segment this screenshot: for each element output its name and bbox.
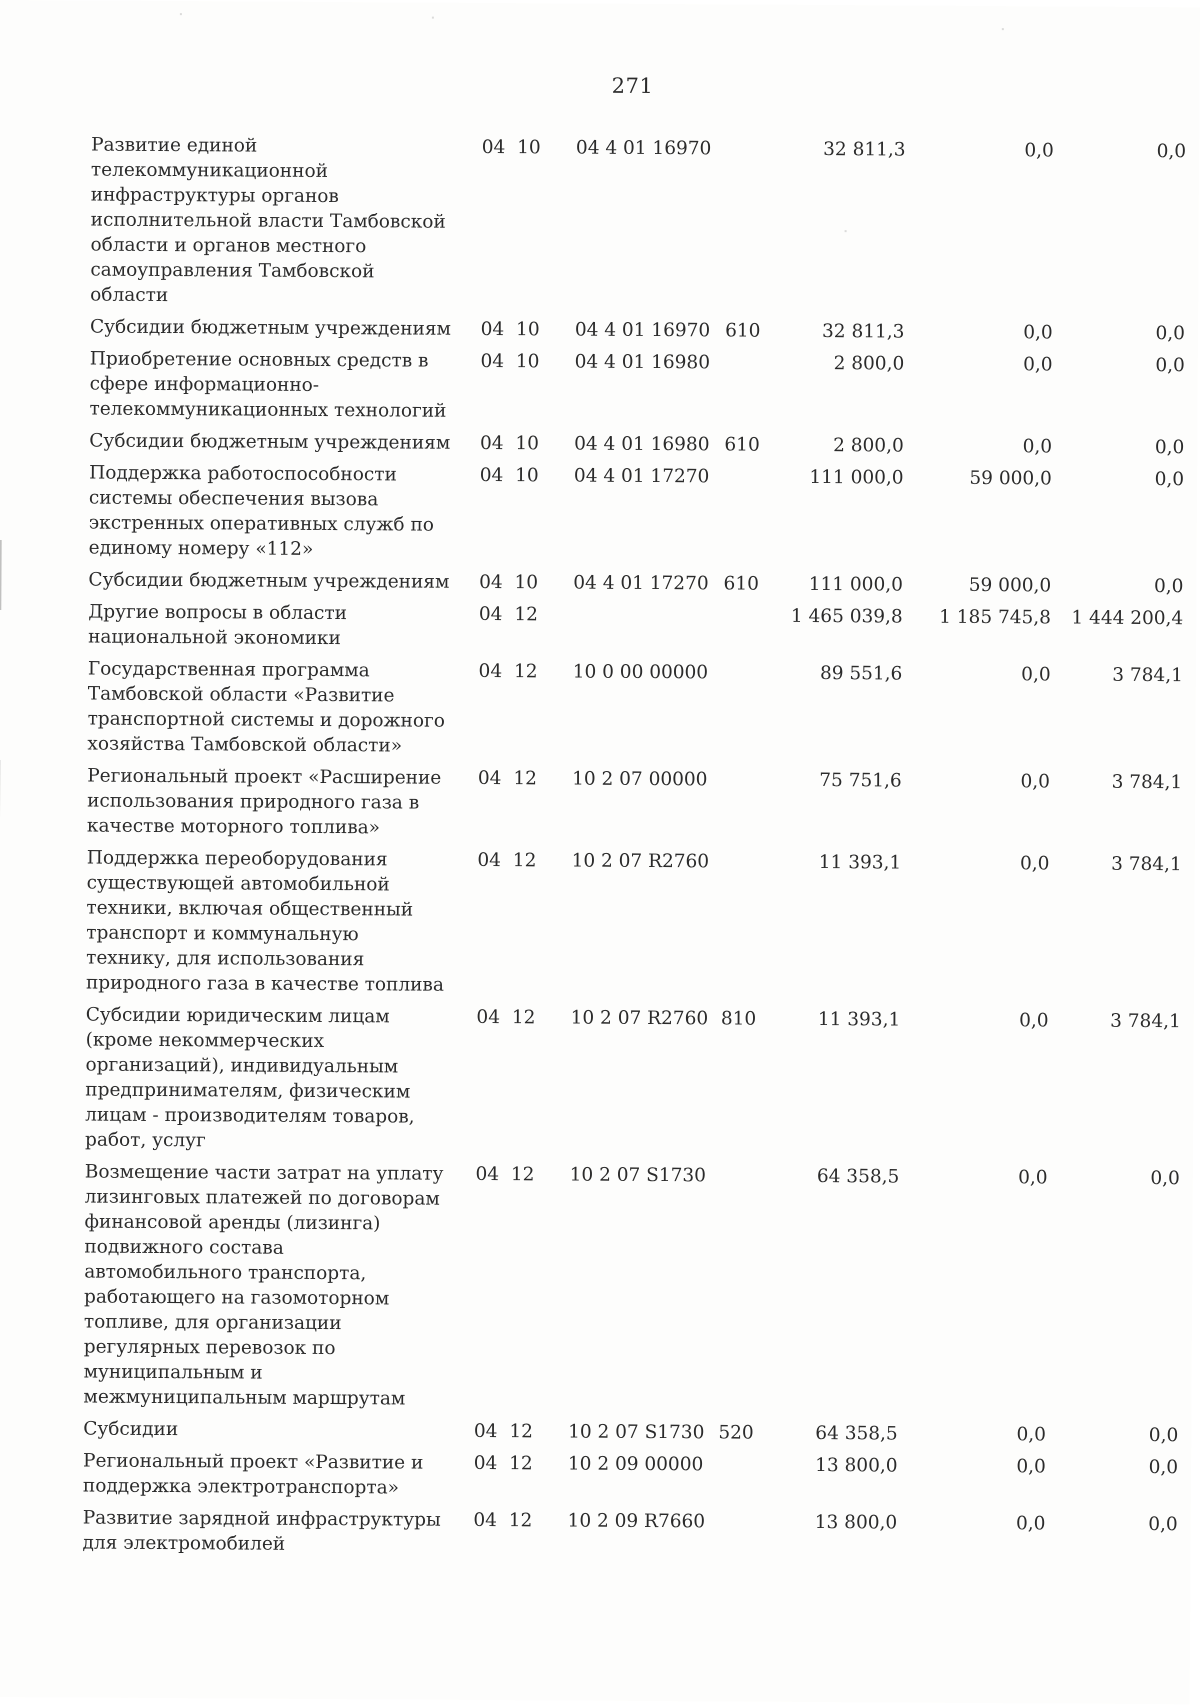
expense-type-cell [725, 132, 778, 314]
table-row [87, 653, 1183, 767]
amount-year2-cell: 59 000,0 [911, 462, 1062, 570]
amount-year2-cell: 0,0 [913, 134, 1064, 317]
amount-year1-cell: 32 811,3 [777, 133, 913, 316]
expense-name-cell: Развитие единой телекоммуникационной инфраструктуры органов исполнительной власти Тамбовской области и органов местного самоуправления Тамбовской области [90, 129, 464, 313]
amount-year3-cell: 3 784,1 [1058, 1004, 1181, 1162]
section-code-cell: 04 12 [455, 1447, 564, 1505]
amount-year3-cell: 3 784,1 [1060, 765, 1183, 848]
expense-name-cell: Возмещение части затрат на уплату лизинговых платежей по договорам финансовой аренды (лизинга) подвижного состава автомобильного транспорта, работающего на газомоторном топливе, для организации регулярных перевозок по муниципальным и межмуниципальным маршрутам [83, 1156, 457, 1415]
amount-year1-cell: 64 358,5 [771, 1160, 908, 1418]
target-article-cell: 10 0 00 00000 [568, 655, 723, 763]
expense-type-cell [724, 460, 777, 567]
expense-name-cell: Развитие зарядной инфраструктуры для электромобилей [82, 1502, 455, 1561]
scan-speck [180, 13, 182, 15]
section-code-cell: 04 12 [456, 1158, 566, 1416]
amount-year2-cell: 0,0 [908, 847, 1059, 1005]
section-code-cell: 04 12 [460, 762, 569, 845]
amount-year3-cell: 0,0 [1063, 135, 1186, 318]
section-code-cell: 04 10 [461, 566, 569, 599]
target-article-cell: 10 2 07 R2760 [566, 1001, 721, 1159]
expense-name-cell: Субсидии юридическим лицам (кроме некоммерческих организаций), индивидуальным предпринимателям, физическим лицам - производителям товаров, работ, услуг [85, 999, 459, 1158]
amount-year2-cell: 0,0 [906, 1161, 1058, 1419]
target-article-cell: 04 4 01 17270 [569, 566, 723, 599]
expense-type-cell: 610 [725, 314, 777, 346]
target-article-cell: 04 4 01 17270 [569, 459, 724, 567]
expense-name-cell: Региональный проект «Развитие и поддержка электротранспорта» [83, 1445, 456, 1504]
amount-year2-cell: 0,0 [905, 1507, 1056, 1565]
expense-type-cell: 610 [723, 567, 775, 599]
target-article-cell: 10 2 07 S1730 [564, 1158, 720, 1416]
expense-name-cell: Государственная программа Тамбовской области «Развитие транспортной системы и дорожного хозяйства Тамбовской области» [87, 653, 460, 762]
target-article-cell: 04 4 01 16980 [570, 427, 724, 460]
amount-year1-cell: 2 800,0 [776, 429, 911, 462]
amount-year1-cell: 64 358,5 [770, 1417, 905, 1450]
scan-speck [432, 17, 434, 19]
amount-year3-cell: 0,0 [1061, 462, 1184, 570]
amount-year1-cell: 11 393,1 [773, 846, 909, 1004]
amount-year2-cell: 0,0 [912, 316, 1062, 349]
section-code-cell: 04 10 [463, 313, 571, 346]
expense-type-cell [722, 763, 775, 845]
target-article-cell: 10 2 07 R2760 [567, 844, 722, 1002]
table-row [89, 457, 1185, 571]
amount-year1-cell: 75 751,6 [774, 764, 910, 847]
table-row [85, 999, 1181, 1163]
expense-type-cell [719, 1159, 773, 1416]
amount-year3-cell: 0,0 [1062, 430, 1184, 463]
section-code-cell: 04 12 [459, 844, 568, 1002]
table-row [90, 129, 1186, 318]
amount-year2-cell: 1 185 745,8 [910, 601, 1061, 659]
scan-margin-mark [0, 540, 2, 610]
expense-name-cell: Региональный проект «Расширение использования природного газа в качестве моторного топлива» [87, 760, 460, 844]
section-code-cell: 04 12 [460, 655, 569, 763]
expense-type-cell: 610 [724, 428, 776, 460]
amount-year2-cell: 0,0 [912, 430, 1062, 463]
amount-year1-cell: 11 393,1 [772, 1003, 908, 1161]
expense-name-cell: Субсидии бюджетным учреждениям [88, 564, 461, 598]
table-row [82, 1502, 1177, 1566]
table-row [88, 596, 1183, 660]
amount-year1-cell: 13 800,0 [770, 1506, 906, 1564]
amount-year2-cell: 0,0 [905, 1450, 1056, 1508]
amount-year3-cell: 0,0 [1055, 1507, 1178, 1565]
section-code-cell: 04 12 [455, 1504, 564, 1562]
section-code-cell: 04 12 [461, 598, 570, 656]
amount-year3-cell: 0,0 [1063, 316, 1185, 349]
expense-name-cell: Поддержка работоспособности системы обеспечения вызова экстренных оперативных служб по единому номеру «112» [89, 457, 462, 566]
target-article-cell: 10 2 07 00000 [568, 762, 723, 845]
table-row [83, 1156, 1180, 1420]
budget-table-body [82, 129, 1186, 1566]
amount-year3-cell: 3 784,1 [1059, 847, 1182, 1005]
amount-year1-cell: 1 465 039,8 [775, 600, 911, 658]
expense-name-cell: Субсидии [83, 1413, 456, 1447]
expense-name-cell: Другие вопросы в области национальной экономики [88, 596, 461, 655]
expense-type-cell: 810 [720, 1002, 773, 1159]
page-number: 271 [0, 70, 1200, 102]
table-row [83, 1445, 1178, 1509]
target-article-cell: 10 2 09 00000 [564, 1447, 719, 1505]
target-article-cell: 04 4 01 16970 [571, 313, 725, 346]
budget-table [82, 129, 1186, 1566]
amount-year3-cell: 0,0 [1056, 1450, 1179, 1508]
amount-year3-cell: 0,0 [1062, 348, 1185, 431]
section-code-cell: 04 10 [461, 459, 570, 567]
amount-year2-cell: 0,0 [909, 765, 1060, 848]
amount-year3-cell: 1 444 200,4 [1061, 601, 1184, 659]
target-article-cell: 04 4 01 16980 [570, 345, 725, 428]
scan-speck [845, 230, 847, 232]
table-row [89, 343, 1184, 432]
section-code-cell: 04 10 [463, 131, 572, 314]
amount-year2-cell: 0,0 [906, 1418, 1056, 1451]
amount-year3-cell: 0,0 [1056, 1161, 1180, 1419]
section-code-cell: 04 12 [456, 1415, 564, 1448]
expense-type-cell [725, 346, 778, 428]
target-article-cell: 10 2 09 R7660 [563, 1504, 718, 1562]
expense-type-cell [722, 656, 775, 763]
scan-speck [1002, 28, 1004, 30]
amount-year3-cell: 3 784,1 [1060, 658, 1183, 766]
target-article-cell: 04 4 01 16970 [571, 131, 726, 314]
table-row [86, 842, 1182, 1006]
amount-year2-cell: 0,0 [907, 1004, 1058, 1162]
amount-year1-cell: 13 800,0 [770, 1449, 906, 1507]
amount-year1-cell: 89 551,6 [775, 657, 911, 765]
amount-year2-cell: 0,0 [910, 658, 1061, 766]
amount-year3-cell: 0,0 [1056, 1418, 1178, 1451]
expense-name-cell: Приобретение основных средств в сфере информационно-телекоммуникационных технологий [89, 343, 462, 427]
amount-year1-cell: 32 811,3 [777, 315, 912, 348]
expense-type-cell [718, 1505, 770, 1562]
expense-type-cell [721, 845, 774, 1002]
table-row [87, 760, 1182, 849]
expense-type-cell: 520 [718, 1416, 770, 1448]
expense-type-cell [718, 1448, 770, 1505]
target-article-cell [569, 598, 724, 656]
expense-name-cell: Поддержка переоборудования существующей автомобильной техники, включая общественный транспорт и коммунальную технику, для использования природного газа в качестве топлива [86, 842, 460, 1001]
expense-name-cell: Субсидии бюджетным учреждениям [90, 311, 463, 345]
section-code-cell: 04 12 [458, 1001, 567, 1159]
expense-name-cell: Субсидии бюджетным учреждениям [89, 425, 462, 459]
amount-year3-cell: 0,0 [1061, 569, 1183, 602]
amount-year1-cell: 2 800,0 [777, 347, 913, 430]
section-code-cell: 04 10 [462, 345, 571, 428]
amount-year2-cell: 0,0 [912, 348, 1063, 431]
amount-year1-cell: 111 000,0 [776, 461, 912, 569]
amount-year1-cell: 111 000,0 [776, 568, 911, 601]
section-code-cell: 04 10 [462, 427, 570, 460]
expense-type-cell [723, 599, 775, 656]
amount-year2-cell: 59 000,0 [911, 569, 1061, 602]
target-article-cell: 10 2 07 S1730 [564, 1415, 718, 1448]
